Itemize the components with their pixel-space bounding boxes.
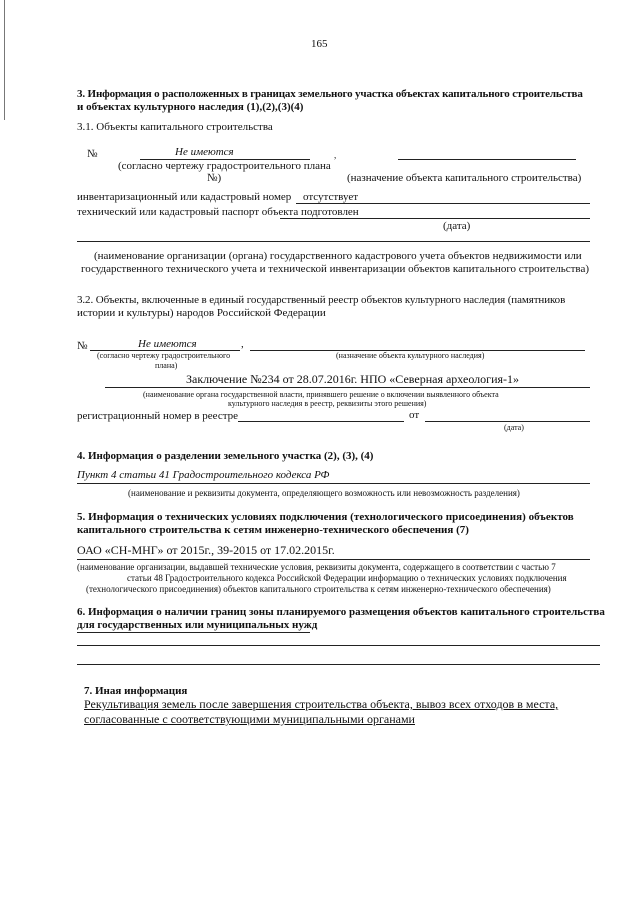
not-exist-value-2: Не имеются	[138, 338, 197, 350]
not-exist-value: Не имеются	[175, 146, 234, 158]
underline	[280, 218, 590, 219]
section-7-text-line1: Рекультивация земель после завершения строительства объекта, вывоз всех отходов в места,	[84, 697, 559, 711]
section-5-title-line1: 5. Информация о технических условиях подключения (технологического присоединения) объектов	[77, 511, 574, 523]
subsection-3-2-text: 3.2. Объекты, включенные в единый государственный реестр объектов культурного наследия (памятников	[77, 294, 566, 306]
subsection-3-2-title-line2: истории и культуры) народов Российской Федерации	[77, 307, 326, 319]
section-5-note-line1: (наименование организации, выдавшей технические условия, реквизиты документа, содержащего в соответствии с частью 7	[77, 562, 556, 572]
underline	[77, 645, 600, 646]
section-3-title-line2: и объектах культурного наследия (1),(2),(3)(4)	[77, 101, 304, 113]
organ-note-line2: культурного наследия в реестр, реквизиты этого решения)	[228, 399, 427, 408]
per-plan2-note-line1: (согласно чертежу градостроительного	[97, 351, 231, 360]
inventory-number-value: отсутствует	[303, 191, 359, 203]
underline	[77, 241, 590, 242]
underline	[296, 203, 590, 204]
section-7-title: 7. Иная информация	[84, 685, 188, 697]
comma-mark: ,	[241, 338, 244, 350]
section-3-title-line1: 3. Информация о расположенных в границах земельного участка объектах капитального строительства	[77, 88, 583, 100]
underline	[77, 559, 590, 560]
scan-edge-mark	[4, 0, 5, 120]
section-6-title-line1: 6. Информация о наличии границ зоны планируемого размещения объектов капитального строительства	[77, 606, 605, 618]
per-plan2-note-line2: плана)	[155, 361, 178, 370]
underline	[398, 159, 576, 160]
section-7-text-line2: согласованные с соответствующими муниципальными органами	[84, 712, 415, 726]
from-label: от	[409, 409, 420, 421]
section-5-title-line2: капитального строительства к сетям инженерно-технического обеспечения (7)	[77, 524, 469, 536]
underline	[238, 421, 404, 422]
subsection-3-2-title-line1	[77, 294, 565, 307]
section-4-title: 4. Информация о разделении земельного участка (2), (3), (4)	[77, 450, 374, 462]
section-6-title-line2: для государственных или муниципальных нужд	[77, 619, 318, 631]
section-4-value: Пункт 4 статьи 41 Градостроительного кодекса РФ	[77, 469, 330, 481]
inventory-number-label: инвентаризационный или кадастровый номер	[77, 191, 292, 203]
organ-note-line1: (наименование органа государственной власти, принявшего решение о включении выявленного объекта	[143, 390, 499, 399]
registry-number-label: регистрационный номер в реестре	[77, 410, 239, 422]
section-5-note-line3: (технологического присоединения) объектов капитального строительства к сетям инженерно-технического обеспечения)	[86, 584, 551, 594]
page-number: 165	[311, 38, 328, 50]
underline	[425, 421, 590, 422]
subsection-3-1-title: 3.1. Объекты капитального строительства	[77, 121, 273, 133]
purpose2-note: (назначение объекта культурного наследия)	[336, 351, 485, 360]
section-5-value: ОАО «СН-МНГ» от 2015г., 39-2015 от 17.02.2015г.	[77, 543, 335, 557]
date2-note: (дата)	[504, 423, 524, 432]
underline	[77, 664, 600, 665]
org-note-line1: (наименование организации (органа) государственного кадастрового учета объектов недвижимости или	[94, 250, 582, 262]
section-4-note: (наименование и реквизиты документа, определяющего возможность или невозможность разделения)	[128, 488, 520, 498]
comma-mark: ,	[334, 150, 337, 160]
purpose-note: (назначение объекта капитального строительства)	[347, 172, 582, 184]
underline	[77, 483, 590, 484]
number-sign-2: №	[77, 340, 88, 352]
underline	[77, 632, 310, 633]
per-plan-note-line2: №)	[207, 172, 222, 184]
conclusion-value: Заключение №234 от 28.07.2016г. НПО «Северная археология-1»	[186, 372, 520, 386]
passport-label: технический или кадастровый паспорт объекта подготовлен	[77, 206, 359, 218]
section-5-note-line2: статьи 48 Градостроительного кодекса Российской Федерации информацию о технических условиях подключения	[127, 573, 567, 583]
number-sign: №	[87, 148, 98, 160]
date-note: (дата)	[443, 220, 471, 232]
per-plan-note-line1: (согласно чертежу градостроительного плана	[118, 160, 331, 172]
underline	[105, 387, 590, 388]
org-note-line2: государственного технического учета и технической инвентаризации объектов капитального строительства)	[81, 263, 589, 275]
